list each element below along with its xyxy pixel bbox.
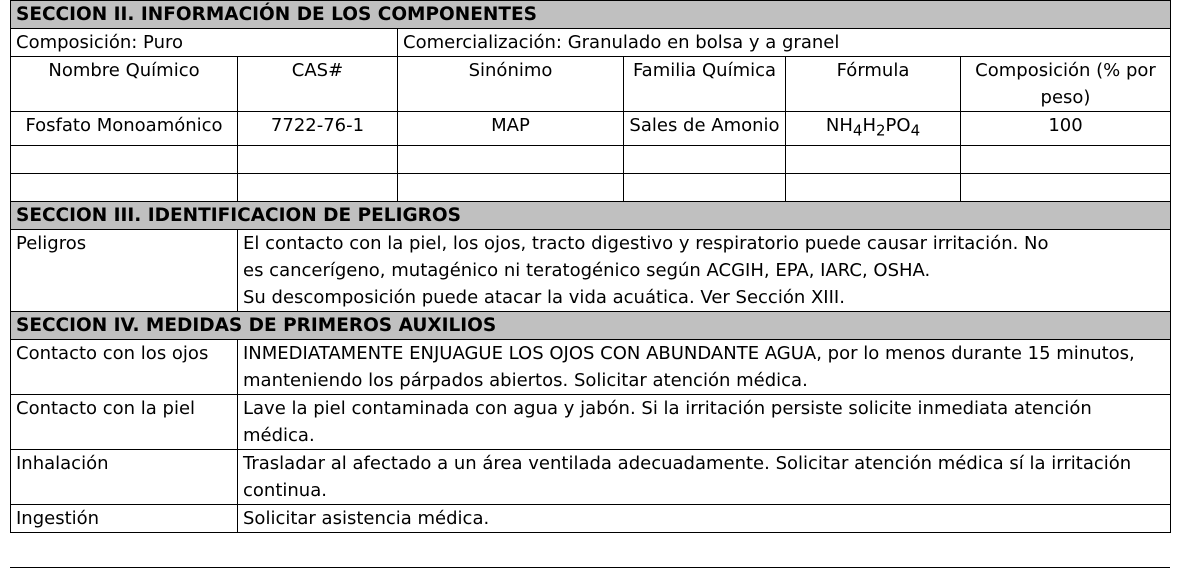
hazards-line: es cancerígeno, mutagénico ni teratogénico según ACGIH, EPA, IARC, OSHA. [243, 259, 931, 281]
hazards-text [238, 229, 1171, 311]
empty-row [11, 173, 1171, 201]
formula-part: NH [825, 115, 853, 136]
empty-cell [961, 173, 1171, 201]
cas-number: 7722-76-1 [238, 112, 398, 146]
empty-cell [624, 173, 786, 201]
hazards-line: El contacto con la piel, los ojos, tracto digestivo y respiratorio puede causar irritación. No [243, 232, 1049, 254]
first-aid-row [11, 394, 1171, 449]
header-chemical-name: Nombre Químico [11, 57, 238, 112]
composition-percent: 100 [961, 112, 1171, 146]
formula-subscript: 4 [852, 121, 863, 140]
formula-part: PO [885, 115, 911, 136]
composition-row [11, 29, 1171, 57]
sds-table [10, 0, 1171, 533]
empty-cell [238, 173, 398, 201]
header-synonym: Sinónimo [398, 57, 624, 112]
section-4-title: SECCION IV. MEDIDAS DE PRIMEROS AUXILIOS [11, 311, 1171, 339]
empty-cell [11, 173, 238, 201]
first-aid-row [11, 449, 1171, 504]
empty-cell [624, 145, 786, 173]
first-aid-text: Lave la piel contaminada con agua y jabón. Si la irritación persiste solicite inmediata atención médica. [238, 394, 1171, 449]
composition-text: Composición: Puro [11, 29, 398, 57]
header-formula: Fórmula [786, 57, 961, 112]
hazards-line: Su descomposición puede atacar la vida acuática. Ver Sección XIII. [243, 286, 845, 308]
header-cas: CAS# [238, 57, 398, 112]
first-aid-label: Contacto con los ojos [11, 339, 238, 394]
empty-cell [398, 173, 624, 201]
safety-data-sheet [10, 0, 1170, 533]
first-aid-row [11, 339, 1171, 394]
first-aid-text: INMEDIATAMENTE ENJUAGUE LOS OJOS CON ABUNDANTE AGUA, por lo menos durante 15 minutos, manteniendo los párpados abiertos. Solicitar atención médica. [238, 339, 1171, 394]
first-aid-text: Solicitar asistencia médica. [238, 504, 1171, 532]
first-aid-text: Trasladar al afectado a un área ventilada adecuadamente. Solicitar atención médica sí la irritación continua. [238, 449, 1171, 504]
hazards-label: Peligros [11, 229, 238, 311]
empty-cell [786, 145, 961, 173]
formula-part: H [862, 115, 876, 136]
section-4-header [11, 311, 1171, 339]
section-2-title: SECCION II. INFORMACIÓN DE LOS COMPONENTES [11, 1, 1171, 29]
formula-subscript: 4 [910, 121, 921, 140]
commercialization-text: Comercialización: Granulado en bolsa y a granel [398, 29, 1171, 57]
chemical-name: Fosfato Monoamónico [11, 112, 238, 146]
empty-cell [961, 145, 1171, 173]
synonym: MAP [398, 112, 624, 146]
empty-cell [398, 145, 624, 173]
empty-cell [238, 145, 398, 173]
hazards-row [11, 229, 1171, 311]
empty-cell [11, 145, 238, 173]
section-2-header [11, 1, 1171, 29]
formula [786, 112, 961, 146]
section-3-title: SECCION III. IDENTIFICACION DE PELIGROS [11, 201, 1171, 229]
header-composition: Composición (% por peso) [961, 57, 1171, 112]
first-aid-label: Contacto con la piel [11, 394, 238, 449]
empty-row [11, 145, 1171, 173]
formula-subscript: 2 [875, 121, 886, 140]
header-chemical-family: Familia Química [624, 57, 786, 112]
first-aid-row [11, 504, 1171, 532]
empty-cell [786, 173, 961, 201]
component-row [11, 112, 1171, 146]
first-aid-label: Ingestión [11, 504, 238, 532]
components-header-row [11, 57, 1171, 112]
section-3-header [11, 201, 1171, 229]
chemical-family: Sales de Amonio [624, 112, 786, 146]
first-aid-label: Inhalación [11, 449, 238, 504]
